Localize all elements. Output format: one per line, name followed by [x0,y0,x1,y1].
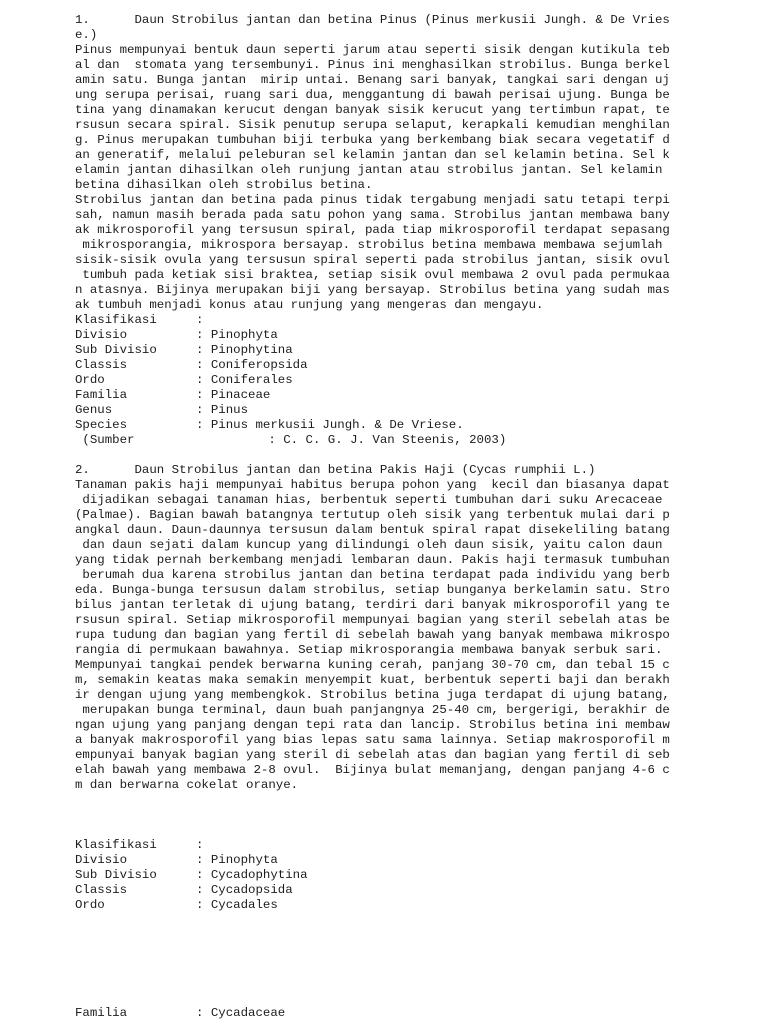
text-line: dijadikan sebagai tanaman hias, berbentuk seperti tumbuhan dari suku Arecaceae [75,493,663,507]
classification-label: Classis [75,883,128,897]
classification-row [75,1006,695,1021]
text-line: tumbuh pada ketiak sisi brakteа, setiap sisik ovul membawa 2 ovul pada permukaa [75,268,670,282]
text-line: m, semakin keatas maka semakin menyempit kuat, berbentuk seperti baji dan berakh [75,673,670,687]
text-line: amin satu. Bunga jantan mirip untai. Benang sari banyak, tangkai sari dengan uj [75,73,670,87]
classification-value: : Coniferopsida [196,358,308,372]
classification-value: : Cycadopsida [196,883,293,897]
spacer [75,913,695,1006]
text-line: rsusun spiral. Setiap mikrosporofil mempunyai bagian yang steril sebelah atas be [75,613,670,627]
text-line: ung serupa perisai, ruang sari dua, menggantung di bawah perisai ujung. Bunga be [75,88,670,102]
classification-row [75,403,695,418]
classification-label: Klasifikasi [75,313,157,327]
classification-value: : Pinophytina [196,343,293,357]
classification-row [75,868,695,883]
section-heading-continued: e.) [75,28,98,42]
text-line: rsusun secara spiral. Sisik penutup serupa selaput, kerapkali kemudian menghilan [75,118,670,132]
classification-label: Divisio [75,853,128,867]
section-pakis-haji [75,463,695,1021]
text-line: tina yang dinamakan kerucut dengan banyak sisik kerucut yang tertimbun rapat, te [75,103,670,117]
classification-label: Divisio [75,328,128,342]
paragraph [75,43,695,193]
classification-row [75,853,695,868]
classification-label: Genus [75,403,113,417]
text-line: Mempunyai tangkai pendek berwarna kuning cerah, panjang 30-70 cm, dan tebal 15 c [75,658,670,672]
classification-value: : Coniferales [196,373,293,387]
classification-label: Sub Divisio [75,343,157,357]
text-line: berumah dua karena strobilus jantan dan betina terdapat pada individu yang berb [75,568,670,582]
classification-row [75,373,695,388]
classification-table-continued [75,1006,695,1021]
classification-row [75,838,695,853]
text-line: (Palmae). Bagian bawah batangnya tertutup oleh sisik yang terbentuk mulai dari p [75,508,670,522]
text-line: g. Pinus merupakan tumbuhan biji terbuka yang berkembang biak secara vegetatif d [75,133,670,147]
text-line: eda. Bunga-bunga tersusun dalam strobilus, setiap bunganya berkelamin satu. Stro [75,583,670,597]
text-line: a banyak makrosporofil yang bias lepas satu sama lainnya. Setiap makrosporofil m [75,733,670,747]
text-line: rangia di permukaan bawahnya. Setiap mikrosporangia membawa banyak serbuk sari. [75,643,663,657]
source-citation: (Sumber : C. C. G. J. Van Steenis, 2003) [75,433,507,447]
classification-row [75,328,695,343]
classification-label: Familia [75,1006,128,1020]
classification-label: Ordo [75,898,105,912]
classification-row [75,388,695,403]
section-heading: 2. Daun Strobilus jantan dan betina Pakis Haji (Cycas rumphii L.) [75,463,596,477]
text-line: elah bawah yang membawa 2-8 ovul. Bijinya bulat memanjang, dengan panjang 4-6 c [75,763,670,777]
text-line: ir dengan ujung yang membengkok. Strobilus betina juga terdapat di ujung batang, [75,688,670,702]
classification-row [75,418,695,433]
classification-table [75,838,695,913]
text-line: ak mikrosporofil yang tersusun spiral, pada tiap mikrosporofil terdapat sepasang [75,223,670,237]
classification-label: Familia [75,388,128,402]
paragraph [75,478,695,793]
classification-value: : Cycadophytina [196,868,308,882]
spacer [75,793,695,838]
classification-row [75,313,695,328]
text-line: betina dihasilkan oleh strobilus betina. [75,178,373,192]
text-line: elamin jantan dihasilkan oleh runjung jantan atau strobilus jantan. Sel kelamin [75,163,663,177]
section-heading: 1. Daun Strobilus jantan dan betina Pinus (Pinus merkusii Jungh. & De Vries [75,13,670,27]
section-pinus [75,13,695,448]
text-line: angkal daun. Daun-daunnya tersusun dalam bentuk spiral rapat disekeliling batang [75,523,670,537]
classification-value: : Pinophyta [196,328,278,342]
text-line: yang tidak pernah berkembang menjadi lembaran daun. Pakis haji termasuk tumbuhan [75,553,670,567]
classification-value: : Pinus [196,403,249,417]
text-line: al dan stomata yang tersembunyi. Pinus ini menghasilkan strobilus. Bunga berkel [75,58,670,72]
text-line: ak tumbuh menjadi konus atau runjung yang mengeras dan mengayu. [75,298,544,312]
spacer [75,448,695,463]
classification-row [75,898,695,913]
document-page [75,13,695,1021]
text-line: sah, namun masih berada pada satu pohon yang sama. Strobilus jantan membawa bany [75,208,670,222]
text-line: Pinus mempunyai bentuk daun seperti jarum atau seperti sisik dengan kutikula teb [75,43,670,57]
text-line: empunyai banyak bagian yang steril di sebelah atas dan bagian yang fertil di seb [75,748,670,762]
text-line: mikrosporangia, mikrospora bersayap. strobilus betina membawa membawa sejumlah [75,238,663,252]
classification-label: Ordo [75,373,105,387]
classification-label: Species [75,418,128,432]
classification-label: Classis [75,358,128,372]
classification-value: : [196,838,204,852]
classification-value: : Cycadales [196,898,278,912]
text-line: m dan berwarna cokelat oranye. [75,778,299,792]
text-line: Strobilus jantan dan betina pada pinus tidak tergabung menjadi satu tetapi terpi [75,193,670,207]
text-line: sisik-sisik ovula yang tersusun spiral seperti pada strobilus jantan, sisik ovul [75,253,670,267]
paragraph [75,193,695,313]
text-line: bilus jantan terletak di ujung batang, terdiri dari banyak mikrosporofil yang te [75,598,670,612]
classification-value: : Pinophyta [196,853,278,867]
classification-table [75,313,695,448]
classification-label: Sub Divisio [75,868,157,882]
text-line: dan daun sejati dalam kuncup yang dilindungi oleh daun sisik, yaitu calon daun [75,538,663,552]
text-line: an generatif, melalui peleburan sel kelamin jantan dan sel kelamin betina. Sel k [75,148,670,162]
classification-label: Klasifikasi [75,838,157,852]
classification-row [75,883,695,898]
classification-row [75,343,695,358]
classification-row [75,358,695,373]
text-line: ngan ujung yang panjang dengan tepi rata dan lancip. Strobilus betina ini membaw [75,718,670,732]
classification-value: : [196,313,204,327]
text-line: n atasnya. Bijinya merupakan biji yang bersayap. Strobilus betina yang sudah mas [75,283,670,297]
text-line: rupa tudung dan bagian yang fertil di sebelah bawah yang banyak membawa mikrospo [75,628,670,642]
text-line: Tanaman pakis haji mempunyai habitus berupa pohon yang kecil dan biasanya dapat [75,478,670,492]
classification-value: : Pinaceae [196,388,271,402]
classification-value: : Cycadaceae [196,1006,286,1020]
text-line: merupakan bunga terminal, daun buah panjangnya 25-40 cm, bergerigi, berakhir de [75,703,670,717]
classification-value: : Pinus merkusii Jungh. & De Vriese. [196,418,464,432]
